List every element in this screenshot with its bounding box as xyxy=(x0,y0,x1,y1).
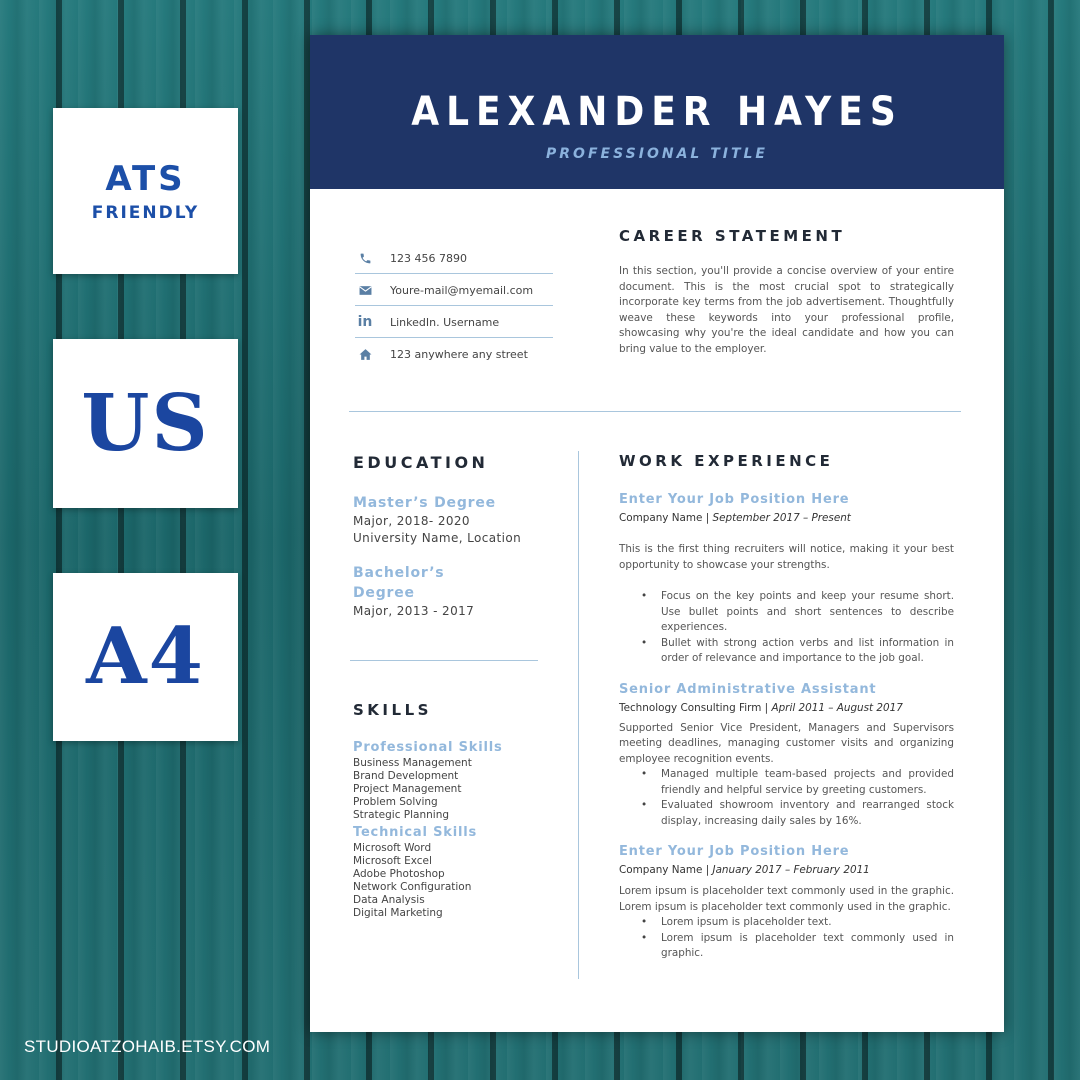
job-bullets xyxy=(619,589,954,667)
job-summary: Supported Senior Vice President, Managers and Supervisors meeting deadlines, managing customer visits and organizing employee recognition events. xyxy=(619,721,954,765)
degree-major: Major, 2013 - 2017 xyxy=(353,604,475,618)
phone-icon xyxy=(355,250,375,266)
job-bullet: • Focus on the key points and keep your resume short. Use bullet points and short sentences to describe experiences. xyxy=(661,589,954,636)
column-divider xyxy=(578,451,579,979)
degree-major: Major, 2018- 2020 xyxy=(353,514,470,528)
us-badge-label: US xyxy=(81,377,210,469)
contact-text: 123 anywhere any street xyxy=(390,347,528,361)
us-size-badge xyxy=(53,339,238,508)
job-position: Enter Your Job Position Here xyxy=(619,492,850,507)
skill-item: Strategic Planning xyxy=(353,809,450,821)
skill-item: Data Analysis xyxy=(353,894,425,906)
ats-badge-subtitle: FRIENDLY xyxy=(91,203,200,223)
skills-heading: SKILLS xyxy=(353,701,432,719)
left-divider xyxy=(350,660,538,661)
job-dates: September 2017 – Present xyxy=(712,512,851,524)
career-statement-heading: CAREER STATEMENT xyxy=(619,227,846,245)
shop-watermark: STUDIOATZOHAIB.ETSY.COM xyxy=(24,1037,271,1056)
education-heading: EDUCATION xyxy=(353,453,489,472)
skill-item: Adobe Photoshop xyxy=(353,868,445,880)
skill-item: Microsoft Excel xyxy=(353,855,432,867)
a4-size-badge xyxy=(53,573,238,741)
degree-title: Bachelor’s Degree xyxy=(353,565,445,601)
job-company xyxy=(619,701,954,716)
a4-badge-label: A4 xyxy=(86,611,205,702)
job-company xyxy=(619,511,954,526)
work-experience-heading: WORK EXPERIENCE xyxy=(619,452,834,470)
home-icon xyxy=(355,346,375,362)
professional-title: PROFESSIONAL TITLE xyxy=(546,146,768,162)
resume-header xyxy=(310,35,1004,189)
contact-email xyxy=(355,275,553,306)
education-section xyxy=(353,493,568,618)
job-position: Senior Administrative Assistant xyxy=(619,681,877,697)
job-company xyxy=(619,863,954,878)
skill-item: Brand Development xyxy=(353,770,459,782)
ats-badge-title: ATS xyxy=(105,159,186,199)
work-experience-section xyxy=(619,491,954,962)
section-divider xyxy=(349,411,961,412)
job-bullet: • Managed multiple team-based projects and provided friendly and helpful service by greeting customers. xyxy=(661,767,954,798)
ats-friendly-badge xyxy=(53,108,238,274)
job-bullet: • Bullet with strong action verbs and list information in order of relevance and importance to the job goal. xyxy=(661,636,954,667)
skill-group-heading: Professional Skills xyxy=(353,740,503,755)
job-bullets xyxy=(619,767,954,829)
resume-page xyxy=(310,35,1004,1032)
job-bullet: • Evaluated showroom inventory and rearranged stock display, increasing daily sales by 16%. xyxy=(661,798,954,829)
job-summary: This is the first thing recruiters will notice, making it your best opportunity to showcase your strengths. xyxy=(619,543,954,571)
email-icon xyxy=(355,282,375,298)
contact-text: 123 456 7890 xyxy=(390,251,467,265)
contact-phone xyxy=(355,243,553,274)
job-dates: January 2017 – February 2011 xyxy=(712,864,870,876)
contact-text: LinkedIn. Username xyxy=(390,315,500,329)
degree-school: University Name, Location xyxy=(353,531,522,545)
candidate-name: ALEXANDER HAYES xyxy=(411,89,903,135)
skill-item: Problem Solving xyxy=(353,796,438,808)
skill-item: Network Configuration xyxy=(353,881,472,893)
degree-title: Master’s Degree xyxy=(353,495,496,511)
contact-text: Youre-mail@myemail.com xyxy=(390,283,534,297)
job-bullet: • Lorem ipsum is placeholder text commonly used in graphic. xyxy=(661,931,954,962)
skills-section xyxy=(353,739,568,920)
skill-item: Microsoft Word xyxy=(353,842,432,854)
linkedin-icon: in xyxy=(357,314,373,330)
skill-group-heading: Technical Skills xyxy=(353,825,478,840)
skill-item: Digital Marketing xyxy=(353,907,443,919)
contact-list xyxy=(355,243,553,370)
job-bullets xyxy=(619,915,954,962)
company-name: Technology Consulting Firm | xyxy=(619,701,772,714)
contact-linkedin xyxy=(355,307,553,338)
company-name: Company Name | xyxy=(619,864,713,876)
skill-item: Project Management xyxy=(353,783,462,795)
contact-address xyxy=(355,339,553,369)
job-summary: Lorem ipsum is placeholder text commonly used in the graphic. Lorem ipsum is placeholder text commonly used in the graphic. xyxy=(619,885,954,913)
career-statement-text: In this section, you'll provide a concise overview of your entire document. This is the most crucial spot to strategically incorporate key terms from the job advertisement. Thoughtfully weave these keywords into your professional profile, showcasing why you're the ideal candidate and how you can bring value to the employer. xyxy=(619,265,954,355)
job-bullet: • Lorem ipsum is placeholder text. xyxy=(661,915,954,931)
skill-item: Business Management xyxy=(353,757,472,769)
job-position: Enter Your Job Position Here xyxy=(619,844,850,859)
company-name: Company Name | xyxy=(619,512,713,524)
job-dates: April 2011 – August 2017 xyxy=(771,701,903,714)
